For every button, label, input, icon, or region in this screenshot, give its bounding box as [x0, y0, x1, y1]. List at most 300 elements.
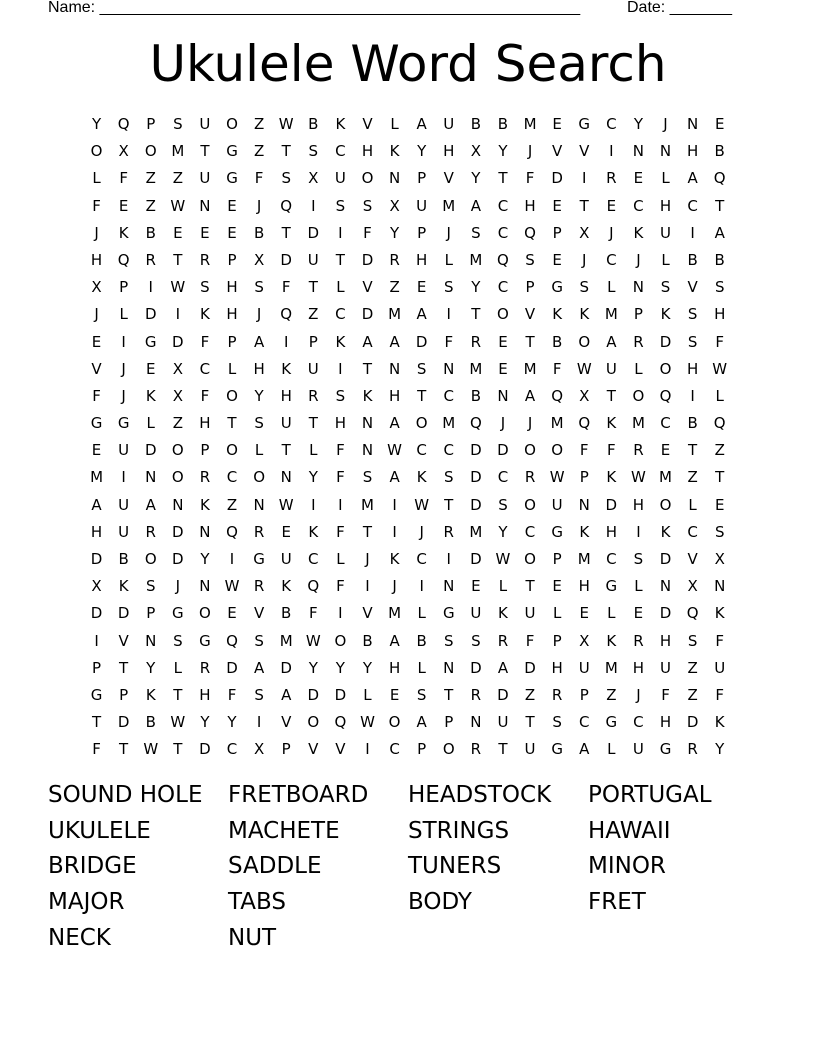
grid-letter: S: [335, 196, 346, 215]
grid-letter: X: [91, 577, 102, 596]
grid-letter: I: [365, 577, 370, 596]
grid-letter: W: [387, 441, 402, 460]
grid-letter: J: [121, 386, 126, 405]
grid-letter: F: [715, 631, 725, 650]
grid-letter: I: [690, 386, 695, 405]
grid-letter: R: [551, 685, 563, 704]
grid-letter: M: [388, 604, 402, 623]
grid-letter: N: [497, 386, 509, 405]
grid-letter: K: [660, 305, 671, 324]
grid-letter: Y: [362, 658, 373, 677]
grid-letter: S: [444, 468, 454, 487]
header-line: [48, 0, 740, 18]
grid-letter: S: [145, 577, 156, 596]
grid-letter: L: [92, 169, 101, 188]
grid-letter: V: [118, 631, 129, 650]
grid-letter: N: [443, 577, 455, 596]
grid-letter: R: [199, 658, 211, 677]
grid-letter: H: [388, 386, 401, 405]
grid-letter: N: [280, 468, 292, 487]
grid-letter: L: [607, 740, 616, 759]
grid-letter: H: [659, 196, 672, 215]
grid-letter: Q: [497, 250, 509, 269]
grid-letter: T: [281, 142, 291, 161]
grid-letter: U: [497, 713, 509, 732]
word-list-item: STRINGS: [408, 817, 510, 844]
grid-letter: L: [336, 278, 345, 297]
grid-letter: U: [524, 740, 536, 759]
grid-letter: K: [579, 305, 590, 324]
grid-letter: Y: [308, 658, 318, 677]
grid-letter: R: [633, 631, 644, 650]
grid-letter: P: [227, 332, 237, 351]
grid-letter: E: [579, 604, 589, 623]
grid-letter: W: [576, 359, 592, 378]
grid-letter: O: [497, 305, 509, 324]
grid-letter: D: [307, 685, 320, 704]
grid-letter: F: [525, 169, 535, 188]
grid-letter: M: [469, 522, 483, 541]
grid-letter: I: [446, 550, 451, 568]
grid-letter: K: [145, 685, 156, 704]
grid-letter: C: [226, 740, 238, 759]
grid-letter: S: [254, 685, 264, 704]
grid-letter: S: [687, 332, 698, 351]
grid-letter: A: [281, 685, 292, 704]
grid-letter: K: [389, 550, 400, 568]
grid-letter: O: [171, 468, 184, 487]
grid-letter: X: [714, 550, 725, 568]
grid-letter: T: [444, 495, 454, 514]
grid-letter: T: [91, 713, 102, 732]
grid-letter: S: [416, 685, 427, 704]
word-list-item: HEADSTOCK: [408, 782, 552, 808]
grid-letter: L: [363, 685, 372, 704]
grid-letter: M: [279, 631, 293, 650]
grid-letter: D: [361, 305, 374, 324]
grid-letter: C: [497, 278, 509, 297]
grid-letter: R: [389, 250, 400, 269]
grid-letter: N: [145, 631, 157, 650]
grid-letter: U: [714, 658, 726, 677]
grid-letter: V: [687, 278, 698, 297]
grid-letter: A: [416, 713, 427, 732]
grid-letter: K: [200, 495, 210, 514]
grid-letter: J: [94, 223, 99, 242]
grid-letter: K: [281, 359, 292, 378]
grid-letter: Q: [117, 115, 130, 133]
grid-letter: T: [525, 332, 535, 351]
grid-letter: X: [91, 278, 102, 297]
grid-letter: U: [280, 550, 292, 568]
grid-letter: S: [633, 550, 644, 568]
grid-letter: X: [579, 223, 590, 242]
grid-letter: N: [578, 495, 590, 514]
word-list-item: SADDLE: [228, 853, 322, 880]
grid-letter: P: [146, 115, 156, 133]
grid-letter: E: [552, 250, 562, 269]
grid-letter: S: [444, 631, 454, 650]
grid-letter: K: [606, 414, 617, 433]
grid-letter: C: [443, 441, 454, 460]
grid-letter: R: [308, 386, 319, 405]
grid-letter: W: [170, 713, 186, 732]
grid-letter: O: [551, 441, 564, 460]
grid-letter: Y: [389, 223, 400, 242]
grid-letter: H: [714, 305, 726, 324]
grid-letter: L: [607, 278, 616, 297]
grid-letter: A: [470, 196, 481, 215]
grid-letter: I: [365, 740, 370, 759]
word-list-item: TUNERS: [408, 853, 502, 880]
grid-letter: C: [497, 223, 509, 242]
grid-letter: V: [687, 550, 698, 568]
word-list-item: PORTUGAL: [588, 782, 712, 808]
grid-letter: T: [579, 196, 589, 215]
grid-letter: O: [226, 115, 238, 133]
letter-grid: [83, 111, 735, 764]
grid-letter: J: [256, 196, 262, 215]
grid-letter: I: [94, 631, 99, 650]
grid-letter: L: [715, 386, 724, 405]
grid-letter: A: [416, 115, 427, 133]
grid-letter: X: [118, 142, 129, 161]
grid-letter: Q: [117, 250, 130, 269]
grid-letter: T: [715, 196, 725, 215]
grid-letter: T: [498, 740, 508, 759]
grid-letter: B: [118, 550, 129, 568]
grid-letter: O: [524, 495, 536, 514]
grid-letter: L: [309, 441, 318, 460]
grid-letter: B: [687, 250, 698, 269]
grid-letter: B: [145, 223, 156, 242]
grid-letter: V: [552, 142, 563, 161]
grid-letter: L: [688, 495, 697, 514]
grid-letter: H: [253, 359, 265, 378]
grid-letter: J: [582, 250, 587, 269]
grid-letter: C: [578, 713, 590, 732]
grid-letter: N: [199, 522, 211, 541]
grid-letter: W: [495, 550, 511, 568]
grid-letter: Y: [308, 468, 318, 487]
grid-letter: I: [229, 550, 235, 568]
grid-letter: Z: [389, 278, 400, 297]
grid-letter: L: [498, 577, 508, 596]
grid-letter: O: [199, 604, 211, 623]
grid-letter: N: [443, 359, 455, 378]
grid-letter: N: [361, 441, 374, 460]
grid-letter: D: [361, 250, 374, 269]
grid-letter: W: [414, 495, 430, 514]
grid-letter: E: [227, 223, 237, 242]
grid-letter: O: [415, 414, 428, 433]
grid-letter: A: [145, 495, 156, 514]
grid-letter: F: [281, 278, 291, 297]
grid-letter: I: [121, 332, 126, 351]
grid-letter: B: [308, 115, 319, 133]
grid-letter: O: [226, 441, 238, 460]
grid-letter: J: [121, 359, 126, 378]
grid-letter: S: [173, 631, 183, 650]
grid-letter: L: [417, 604, 426, 623]
grid-letter: D: [686, 713, 699, 732]
grid-letter: M: [90, 468, 104, 487]
grid-letter: O: [524, 550, 536, 568]
grid-letter: O: [171, 441, 184, 460]
grid-letter: T: [173, 740, 183, 759]
grid-letter: J: [392, 577, 397, 596]
grid-letter: F: [715, 685, 725, 704]
grid-letter: U: [416, 196, 428, 215]
grid-letter: K: [335, 115, 346, 133]
grid-letter: H: [632, 495, 645, 514]
grid-letter: F: [200, 332, 210, 351]
grid-letter: U: [334, 169, 346, 188]
grid-letter: D: [172, 332, 184, 351]
grid-letter: Z: [253, 115, 265, 133]
word-list-item: MAJOR: [48, 889, 125, 916]
grid-letter: D: [334, 685, 347, 704]
grid-letter: W: [224, 577, 240, 596]
grid-letter: Z: [606, 685, 617, 704]
grid-letter: I: [609, 142, 614, 161]
grid-letter: C: [389, 740, 400, 759]
grid-letter: T: [606, 386, 616, 405]
grid-letter: L: [173, 658, 182, 677]
grid-letter: B: [470, 115, 481, 133]
grid-letter: P: [552, 631, 562, 650]
grid-letter: Q: [226, 631, 238, 650]
grid-letter: G: [605, 577, 618, 596]
word-list-item: NECK: [48, 924, 111, 951]
grid-letter: T: [444, 685, 454, 704]
grid-letter: E: [606, 196, 617, 215]
grid-letter: J: [94, 305, 99, 324]
grid-letter: U: [199, 115, 211, 133]
grid-letter: Y: [200, 550, 210, 568]
grid-letter: K: [606, 468, 617, 487]
grid-letter: I: [175, 305, 181, 324]
grid-letter: I: [392, 495, 397, 514]
grid-letter: R: [687, 740, 698, 759]
grid-letter: C: [633, 196, 644, 215]
grid-letter: E: [714, 495, 725, 514]
grid-letter: P: [417, 740, 427, 759]
grid-letter: A: [416, 305, 427, 324]
grid-letter: L: [661, 250, 670, 269]
grid-letter: V: [443, 169, 454, 188]
grid-letter: Z: [687, 685, 698, 704]
grid-letter: C: [606, 550, 617, 568]
grid-letter: E: [145, 359, 156, 378]
grid-letter: I: [311, 495, 316, 514]
grid-letter: F: [92, 196, 101, 215]
grid-letter: H: [443, 142, 455, 161]
grid-letter: P: [92, 658, 102, 677]
grid-letter: Z: [253, 142, 265, 161]
grid-letter: F: [363, 223, 372, 242]
grid-letter: G: [442, 604, 455, 623]
grid-letter: A: [714, 223, 725, 242]
grid-letter: R: [199, 250, 211, 269]
grid-letter: P: [119, 685, 129, 704]
grid-letter: X: [253, 740, 265, 759]
grid-letter: E: [660, 441, 671, 460]
grid-letter: O: [388, 713, 401, 732]
grid-letter: U: [632, 740, 644, 759]
grid-letter: L: [146, 414, 155, 433]
grid-letter: O: [144, 550, 157, 568]
grid-letter: C: [687, 522, 698, 541]
grid-letter: H: [686, 359, 699, 378]
grid-letter: T: [362, 359, 373, 378]
grid-letter: G: [605, 713, 618, 732]
grid-letter: O: [144, 142, 157, 161]
grid-letter: A: [389, 414, 400, 433]
grid-letter: Q: [334, 713, 347, 732]
grid-letter: A: [606, 332, 617, 351]
grid-letter: Q: [713, 414, 726, 433]
grid-letter: D: [659, 550, 672, 568]
grid-letter: B: [416, 631, 427, 650]
grid-letter: O: [334, 631, 347, 650]
grid-letter: G: [172, 604, 184, 623]
grid-letter: L: [552, 604, 562, 623]
grid-letter: D: [470, 495, 482, 514]
grid-letter: W: [278, 495, 294, 514]
grid-letter: G: [659, 740, 672, 759]
grid-letter: T: [227, 414, 237, 433]
grid-letter: M: [523, 115, 537, 133]
grid-letter: D: [605, 495, 618, 514]
word-list-item: FRET: [588, 889, 646, 916]
grid-letter: B: [687, 414, 698, 433]
grid-letter: C: [335, 305, 346, 324]
grid-letter: Z: [145, 196, 156, 215]
grid-letter: A: [579, 740, 590, 759]
grid-letter: O: [90, 142, 103, 161]
grid-letter: U: [660, 223, 671, 242]
grid-letter: T: [688, 441, 698, 460]
grid-letter: Y: [471, 169, 481, 188]
grid-letter: M: [659, 468, 672, 487]
grid-letter: R: [633, 441, 644, 460]
grid-letter: P: [119, 278, 129, 297]
grid-letter: H: [605, 522, 617, 541]
grid-letter: J: [636, 685, 641, 704]
grid-letter: M: [442, 414, 456, 433]
grid-letter: H: [226, 305, 238, 324]
grid-letter: H: [334, 414, 347, 433]
grid-letter: K: [362, 386, 373, 405]
grid-letter: D: [172, 550, 184, 568]
grid-letter: Q: [524, 223, 536, 242]
grid-letter: D: [280, 250, 292, 269]
grid-letter: G: [253, 550, 265, 568]
grid-letter: I: [121, 468, 126, 487]
grid-letter: Q: [578, 414, 591, 433]
grid-letter: S: [471, 631, 481, 650]
grid-letter: N: [145, 468, 157, 487]
grid-letter: J: [527, 414, 533, 433]
grid-letter: H: [659, 713, 672, 732]
grid-letter: V: [524, 305, 536, 324]
grid-letter: R: [145, 522, 156, 541]
grid-letter: U: [118, 495, 130, 514]
grid-letter: O: [361, 169, 374, 188]
grid-letter: M: [171, 142, 185, 161]
grid-letter: G: [551, 740, 563, 759]
grid-letter: X: [172, 386, 183, 405]
grid-letter: D: [551, 169, 563, 188]
grid-letter: C: [416, 441, 427, 460]
grid-letter: U: [660, 658, 671, 677]
word-list-item: FRETBOARD: [228, 782, 369, 808]
grid-letter: F: [92, 386, 101, 405]
grid-letter: G: [551, 522, 563, 541]
grid-letter: K: [145, 386, 156, 405]
grid-letter: U: [524, 604, 536, 623]
grid-letter: Y: [715, 740, 725, 759]
grid-letter: K: [308, 522, 319, 541]
grid-letter: M: [604, 305, 618, 324]
grid-letter: N: [632, 278, 645, 297]
grid-letter: D: [470, 658, 482, 677]
grid-letter: W: [360, 713, 375, 732]
grid-letter: V: [281, 713, 292, 732]
grid-letter: T: [173, 250, 183, 269]
grid-letter: C: [524, 522, 536, 541]
grid-letter: L: [661, 169, 670, 188]
grid-letter: L: [417, 658, 426, 677]
grid-letter: R: [633, 332, 644, 351]
grid-letter: Q: [307, 577, 320, 596]
grid-letter: L: [390, 115, 399, 133]
grid-letter: C: [687, 196, 698, 215]
grid-letter: T: [471, 305, 481, 324]
grid-letter: I: [419, 577, 424, 596]
grid-letter: F: [254, 169, 264, 188]
grid-letter: M: [577, 550, 591, 568]
grid-letter: D: [90, 604, 103, 623]
grid-letter: I: [636, 522, 641, 541]
grid-letter: N: [714, 577, 726, 596]
grid-letter: D: [90, 550, 103, 568]
grid-letter: N: [632, 142, 645, 161]
grid-letter: W: [712, 359, 728, 378]
grid-letter: C: [416, 550, 427, 568]
grid-letter: G: [199, 631, 211, 650]
grid-letter: E: [200, 223, 210, 242]
grid-letter: U: [470, 604, 482, 623]
grid-letter: T: [308, 278, 318, 297]
grid-letter: Z: [714, 441, 725, 460]
grid-letter: Y: [254, 386, 264, 405]
word-list-item: UKULELE: [48, 817, 151, 844]
grid-letter: T: [281, 223, 291, 242]
grid-letter: K: [714, 713, 725, 732]
grid-letter: Y: [146, 658, 156, 677]
grid-letter: E: [552, 577, 562, 596]
grid-letter: E: [227, 196, 237, 215]
grid-letter: R: [470, 332, 482, 351]
grid-letter: J: [500, 414, 506, 433]
grid-letter: Y: [471, 278, 481, 297]
grid-letter: A: [687, 169, 698, 188]
grid-letter: O: [253, 468, 266, 487]
grid-letter: S: [173, 115, 183, 133]
grid-letter: E: [633, 604, 644, 623]
